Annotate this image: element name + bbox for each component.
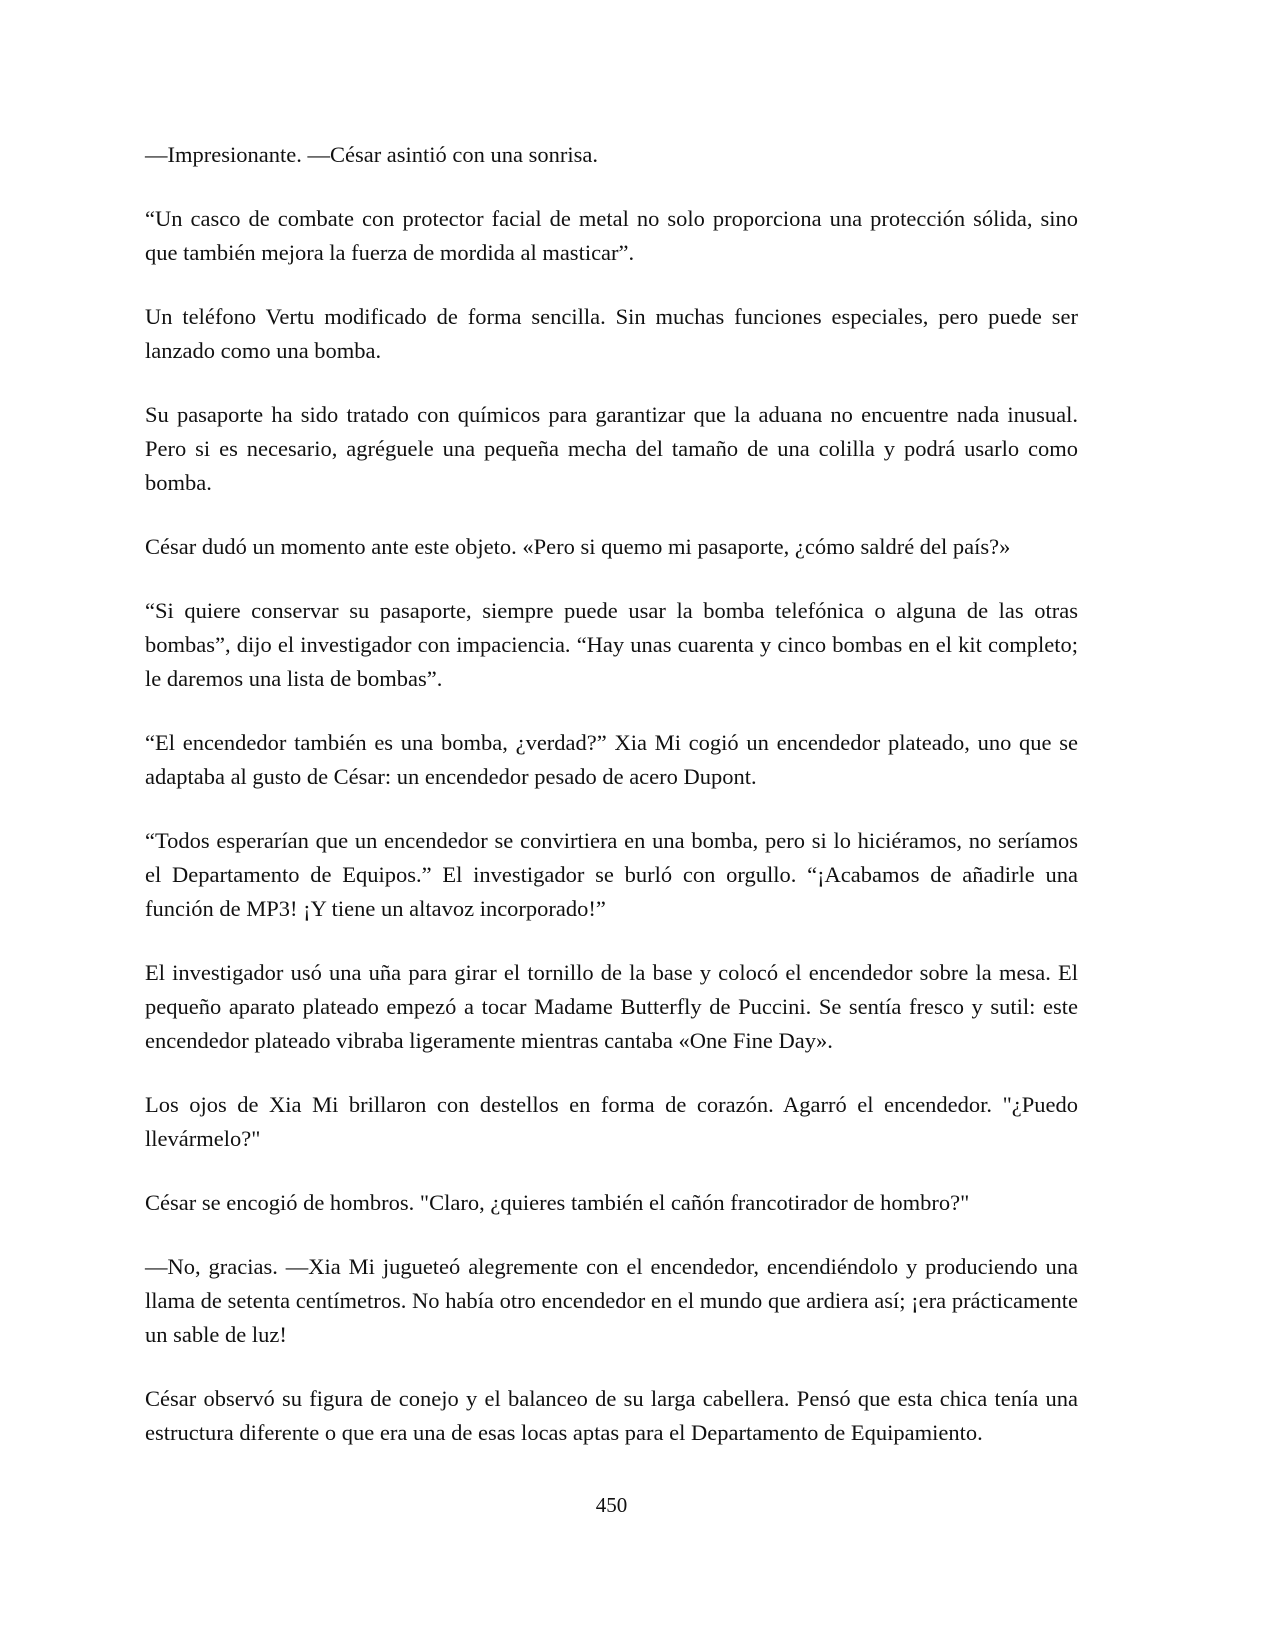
paragraph: —No, gracias. —Xia Mi jugueteó alegremente con el encendedor, encendiéndolo y produciendo una llama de setenta centímetros. No había otro encendedor en el mundo que ardiera así; ¡era prácticamente un sable de luz! — [145, 1254, 1078, 1347]
paragraph: Su pasaporte ha sido tratado con químicos para garantizar que la aduana no encuentre nada inusual. Pero si es necesario, agréguele una pequeña mecha del tamaño de una colilla y podrá usarlo como bomba. — [145, 402, 1078, 495]
paragraph: —Impresionante. —César asintió con una sonrisa. — [145, 142, 599, 167]
paragraph: “El encendedor también es una bomba, ¿verdad?” Xia Mi cogió un encendedor plateado, uno que se adaptaba al gusto de César: un encendedor pesado de acero Dupont. — [145, 730, 1078, 789]
body-text — [145, 138, 1078, 1480]
paragraph: “Todos esperarían que un encendedor se convirtiera en una bomba, pero si lo hiciéramos, no seríamos el Departamento de Equipos.” El investigador se burló con orgullo. “¡Acabamos de añadirle una función de MP3! ¡Y tiene un altavoz incorporado!” — [145, 828, 1078, 921]
paragraph: César se encogió de hombros. "Claro, ¿quieres también el cañón francotirador de hombro?" — [145, 1190, 970, 1215]
paragraph: El investigador usó una uña para girar el tornillo de la base y colocó el encendedor sobre la mesa. El pequeño aparato plateado empezó a tocar Madame Butterfly de Puccini. Se sentía fresco y sutil: este encendedor plateado vibraba ligeramente mientras cantaba «One Fine Day». — [145, 960, 1078, 1053]
paragraph: “Si quiere conservar su pasaporte, siempre puede usar la bomba telefónica o alguna de las otras bombas”, dijo el investigador con impaciencia. “Hay unas cuarenta y cinco bombas en el kit completo; le daremos una lista de bombas”. — [145, 598, 1078, 691]
paragraph: César dudó un momento ante este objeto. «Pero si quemo mi pasaporte, ¿cómo saldré del país?» — [145, 534, 1011, 559]
paragraph: Los ojos de Xia Mi brillaron con destellos en forma de corazón. Agarró el encendedor. "¿Puedo llevármelo?" — [145, 1092, 1078, 1151]
paragraph: César observó su figura de conejo y el balanceo de su larga cabellera. Pensó que esta chica tenía una estructura diferente o que era una de esas locas aptas para el Departamento de Equipamiento. — [145, 1386, 1078, 1445]
page-number: 450 — [595, 1493, 628, 1517]
paragraph: Un teléfono Vertu modificado de forma sencilla. Sin muchas funciones especiales, pero puede ser lanzado como una bomba. — [145, 304, 1078, 363]
paragraph: “Un casco de combate con protector facial de metal no solo proporciona una protección sólida, sino que también mejora la fuerza de mordida al masticar”. — [145, 206, 1078, 265]
